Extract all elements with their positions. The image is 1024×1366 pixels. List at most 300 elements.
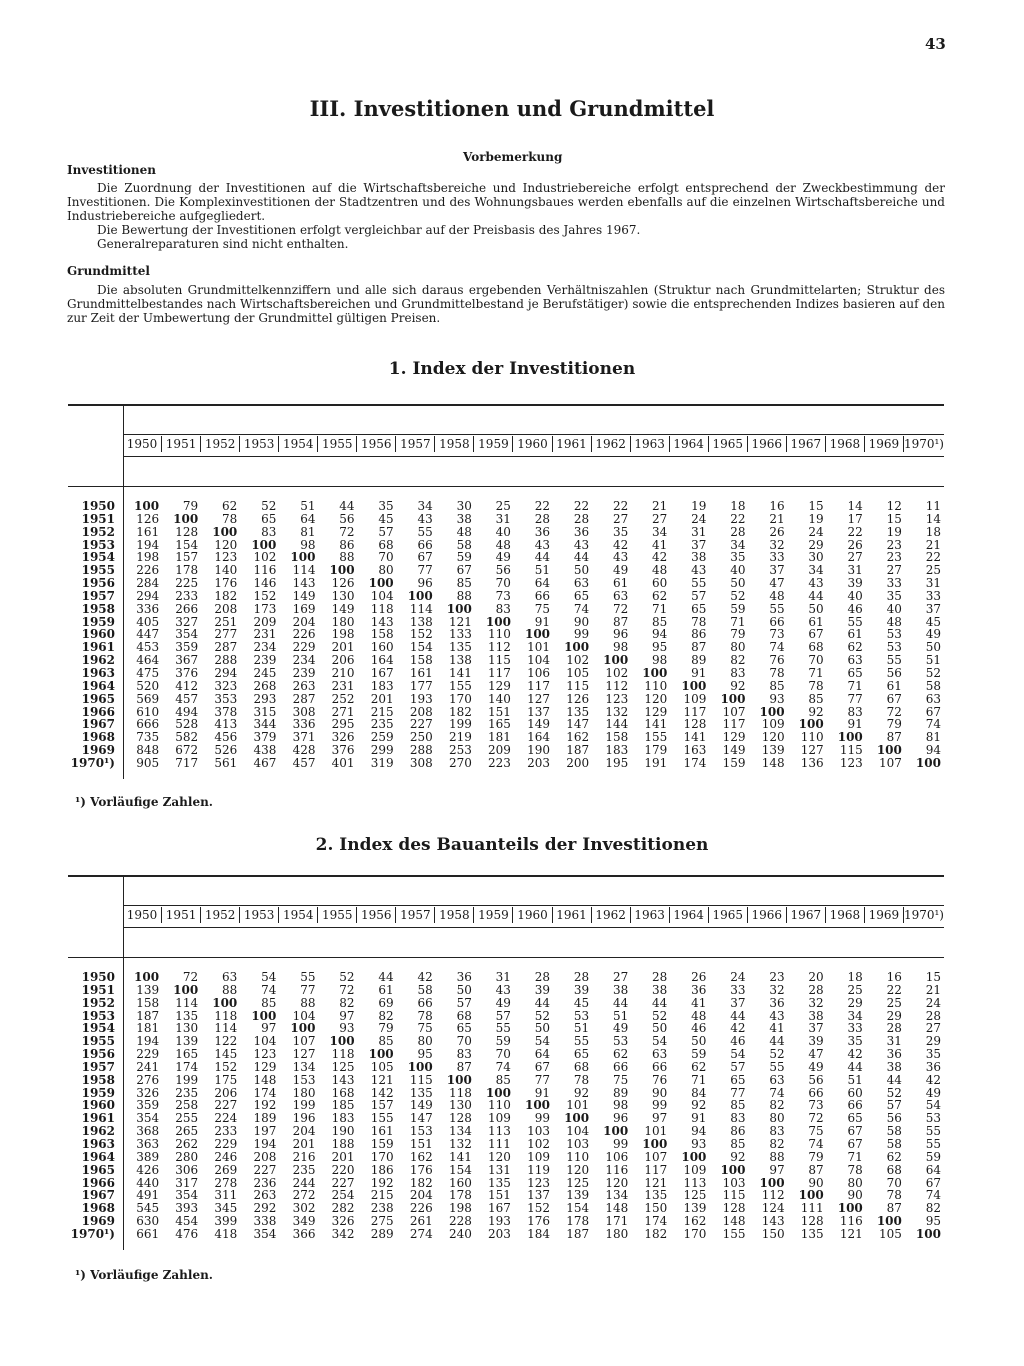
table-cell: 158 <box>409 653 433 668</box>
table-cell: 118 <box>214 1008 238 1023</box>
table-cell: 52 <box>261 499 277 513</box>
table-cell: 134 <box>448 1124 472 1139</box>
table-cell: 58 <box>417 982 433 997</box>
table-cell: 100 <box>524 1098 551 1113</box>
table-cell: 220 <box>331 1162 355 1177</box>
table-cell: 168 <box>331 1085 355 1100</box>
table-cell: 235 <box>370 717 394 732</box>
table-cell: 93 <box>769 691 785 706</box>
table-cell: 61 <box>612 576 629 591</box>
table-row <box>123 590 944 603</box>
table-cell: 178 <box>448 1188 472 1203</box>
table-cell: 103 <box>566 1136 590 1151</box>
table-cell: 378 <box>214 704 238 719</box>
table-cell: 35 <box>886 588 902 603</box>
table-cell: 28 <box>808 982 824 997</box>
table-cell: 44 <box>652 995 668 1010</box>
table-cell: 22 <box>925 550 941 565</box>
table-cell: 189 <box>253 1111 277 1126</box>
table-cell: 23 <box>886 550 902 565</box>
table-cell: 68 <box>456 1008 472 1023</box>
table-cell: 106 <box>527 665 551 680</box>
table-cell: 79 <box>182 499 199 513</box>
table-cell: 169 <box>292 601 316 616</box>
table-cell: 180 <box>605 1226 629 1241</box>
table-cell: 224 <box>214 1111 238 1126</box>
table-row <box>123 1061 944 1074</box>
table-cell: 110 <box>800 730 824 745</box>
table-cell: 30 <box>456 499 472 513</box>
table-cell: 342 <box>331 1226 355 1241</box>
table-cell: 72 <box>612 601 629 616</box>
table-cell: 141 <box>683 730 707 745</box>
table-cell: 149 <box>527 717 551 732</box>
table-cell: 149 <box>292 588 316 603</box>
table-cell: 19 <box>886 524 902 539</box>
table-cell: 171 <box>605 1214 629 1229</box>
table-cell: 100 <box>681 678 707 693</box>
table-cell: 25 <box>847 982 863 997</box>
table-cell: 121 <box>644 1175 668 1190</box>
table-cell: 234 <box>292 653 316 668</box>
table-cell: 161 <box>136 524 160 539</box>
table-cell: 52 <box>769 1047 785 1062</box>
table-cell: 193 <box>409 691 433 706</box>
table-cell: 78 <box>808 678 824 693</box>
table-cell: 116 <box>253 563 277 578</box>
table-cell: 121 <box>370 1072 394 1087</box>
table-cell: 55 <box>573 1034 590 1049</box>
table1-base-years <box>123 436 944 452</box>
table-cell: 118 <box>331 1047 355 1062</box>
table-cell: 14 <box>847 499 863 513</box>
table-cell: 102 <box>566 653 590 668</box>
table-cell: 276 <box>136 1072 160 1087</box>
row-year: 1957 <box>81 588 115 603</box>
table-cell: 201 <box>331 1149 355 1164</box>
table-cell: 198 <box>448 1201 472 1216</box>
table-cell: 250 <box>409 730 433 745</box>
table-cell: 99 <box>573 627 590 642</box>
table-cell: 457 <box>175 691 199 706</box>
table-cell: 272 <box>292 1188 316 1203</box>
table-cell: 54 <box>730 1047 746 1062</box>
table-cell: 227 <box>331 1175 355 1190</box>
table-cell: 149 <box>331 601 355 616</box>
table-cell: 454 <box>175 1214 199 1229</box>
table-cell: 92 <box>691 1098 707 1113</box>
table-cell: 64 <box>925 1162 941 1177</box>
table-cell: 354 <box>175 1188 199 1203</box>
table-cell: 152 <box>409 627 433 642</box>
table-cell: 15 <box>808 499 824 513</box>
table-row <box>123 1138 944 1151</box>
table-cell: 672 <box>175 743 199 758</box>
table-cell: 85 <box>652 614 668 629</box>
table-cell: 28 <box>573 970 590 984</box>
table-cell: 293 <box>253 691 277 706</box>
table-cell: 246 <box>214 1149 238 1164</box>
table-cell: 253 <box>448 743 472 758</box>
table1-header-bottom-rule <box>68 486 944 487</box>
base-year-header: 1955 <box>317 907 356 923</box>
table-cell: 135 <box>800 1226 824 1241</box>
table-cell: 53 <box>886 627 902 642</box>
table-cell: 97 <box>769 1162 785 1177</box>
base-year-header: 1962 <box>591 436 630 452</box>
table-cell: 336 <box>292 717 316 732</box>
table-cell: 87 <box>456 1059 472 1074</box>
table-cell: 24 <box>808 524 824 539</box>
table-cell: 38 <box>808 1008 824 1023</box>
table-cell: 56 <box>886 1111 902 1126</box>
table-cell: 39 <box>573 982 590 997</box>
table-cell: 231 <box>253 627 277 642</box>
base-year-header: 1953 <box>239 436 278 452</box>
table-cell: 100 <box>251 1008 277 1023</box>
table-cell: 526 <box>214 743 238 758</box>
table-cell: 233 <box>214 1124 238 1139</box>
table-cell: 74 <box>495 1059 511 1074</box>
table-cell: 159 <box>370 1136 394 1151</box>
table-cell: 25 <box>886 995 902 1010</box>
base-year-header: 1969 <box>864 907 903 923</box>
table-cell: 191 <box>644 755 668 770</box>
table-cell: 44 <box>378 970 394 984</box>
table-cell: 53 <box>925 1111 941 1126</box>
table-cell: 78 <box>769 665 785 680</box>
row-year: 1954 <box>81 550 115 565</box>
table-cell: 58 <box>886 1124 902 1139</box>
table-cell: 100 <box>446 1072 472 1087</box>
table-cell: 88 <box>339 550 355 565</box>
table-cell: 194 <box>136 537 160 552</box>
table-cell: 251 <box>214 614 238 629</box>
table-cell: 55 <box>769 1059 785 1074</box>
table-row <box>123 577 944 590</box>
table-cell: 204 <box>292 1124 316 1139</box>
table-cell: 630 <box>136 1214 160 1229</box>
table-cell: 367 <box>175 653 199 668</box>
table-cell: 418 <box>214 1226 238 1241</box>
table-cell: 187 <box>566 743 590 758</box>
table-cell: 140 <box>214 563 238 578</box>
table-cell: 412 <box>175 678 199 693</box>
table-cell: 271 <box>331 704 355 719</box>
table-cell: 64 <box>300 511 316 526</box>
row-year: 1969 <box>81 1214 115 1229</box>
table-cell: 36 <box>769 995 785 1010</box>
table-cell: 97 <box>261 1021 277 1036</box>
row-year: 1958 <box>81 601 115 616</box>
table-cell: 38 <box>652 982 668 997</box>
base-year-header: 1960 <box>512 907 551 923</box>
table-cell: 151 <box>409 1136 433 1151</box>
table-cell: 401 <box>331 755 355 770</box>
table-cell: 35 <box>612 524 629 539</box>
table-row <box>123 526 944 539</box>
table-cell: 170 <box>448 691 472 706</box>
table-cell: 37 <box>808 1021 824 1036</box>
table-cell: 194 <box>253 1136 277 1151</box>
table-cell: 110 <box>566 1149 590 1164</box>
table-cell: 170 <box>683 1226 707 1241</box>
table-cell: 71 <box>691 1072 707 1087</box>
table-cell: 100 <box>290 1021 316 1036</box>
table-cell: 149 <box>409 1098 433 1113</box>
table-cell: 100 <box>876 743 902 758</box>
table-cell: 117 <box>722 717 746 732</box>
table-cell: 183 <box>370 678 394 693</box>
table-cell: 72 <box>339 524 355 539</box>
base-year-header: 1956 <box>356 907 395 923</box>
table-cell: 18 <box>847 970 863 984</box>
table-cell: 54 <box>925 1098 941 1113</box>
table-cell: 52 <box>925 665 941 680</box>
table-cell: 47 <box>769 576 785 591</box>
table-cell: 21 <box>652 499 668 513</box>
table-cell: 179 <box>644 743 668 758</box>
table-cell: 70 <box>378 550 394 565</box>
table1-basisjahre-rule <box>123 434 944 435</box>
table-cell: 165 <box>175 1047 199 1062</box>
table-cell: 288 <box>409 743 433 758</box>
table-cell: 50 <box>925 640 941 655</box>
table-cell: 69 <box>378 995 394 1010</box>
table-cell: 21 <box>925 982 941 997</box>
table-cell: 38 <box>612 982 629 997</box>
table-cell: 176 <box>214 576 238 591</box>
table-cell: 73 <box>769 627 785 642</box>
table-cell: 183 <box>605 743 629 758</box>
table-cell: 34 <box>417 499 433 513</box>
table-cell: 354 <box>175 627 199 642</box>
table-cell: 93 <box>339 1021 355 1036</box>
table-cell: 92 <box>808 704 824 719</box>
table-cell: 90 <box>847 1188 863 1203</box>
table-cell: 162 <box>683 1214 707 1229</box>
table-cell: 17 <box>847 511 863 526</box>
base-year-header: 1951 <box>161 907 200 923</box>
table-cell: 236 <box>253 1175 277 1190</box>
table-cell: 201 <box>292 1136 316 1151</box>
row-year: 1970¹) <box>70 1226 115 1241</box>
table-cell: 447 <box>136 627 160 642</box>
base-year-header: 1967 <box>786 436 825 452</box>
table-cell: 67 <box>534 1059 551 1074</box>
table-cell: 349 <box>292 1214 316 1229</box>
table-cell: 28 <box>652 970 668 984</box>
table-cell: 27 <box>847 550 863 565</box>
table-cell: 100 <box>681 1149 707 1164</box>
table-cell: 176 <box>409 1162 433 1177</box>
table-cell: 51 <box>534 563 551 578</box>
table-cell: 457 <box>292 755 316 770</box>
table-cell: 27 <box>612 970 629 984</box>
table-cell: 66 <box>417 537 433 552</box>
table-cell: 16 <box>769 499 785 513</box>
base-year-header: 1959 <box>473 907 512 923</box>
table-cell: 80 <box>378 563 394 578</box>
investitionen-paragraph-1: Die Zuordnung der Investitionen auf die Wirtschaftsbereiche und Industriebereiche erfolgt entsprechend der Zweckbestimmung der Investitionen. Die Komplexinvestitionen der Stadtzentren und des Wohnungsbaues werden ebenfalls auf die einzelnen Wirtschaftsbereiche und Industriebereiche aufgegliedert. <box>67 181 945 223</box>
table-cell: 125 <box>566 1175 590 1190</box>
table-cell: 278 <box>214 1175 238 1190</box>
table-cell: 103 <box>722 1175 746 1190</box>
base-year-header: 1954 <box>278 436 317 452</box>
base-year-header: 1950 <box>126 437 158 451</box>
table-cell: 94 <box>691 1124 707 1139</box>
table-cell: 146 <box>253 576 277 591</box>
table-cell: 50 <box>573 563 590 578</box>
table-cell: 30 <box>808 550 824 565</box>
table-cell: 147 <box>409 1111 433 1126</box>
table-cell: 92 <box>730 1149 746 1164</box>
table-cell: 63 <box>847 653 863 668</box>
table-cell: 83 <box>495 601 511 616</box>
table-cell: 76 <box>769 653 785 668</box>
table-row <box>123 1215 944 1228</box>
grundmittel-heading: Grundmittel <box>67 264 150 278</box>
table-cell: 127 <box>292 1047 316 1062</box>
table-cell: 66 <box>808 1085 824 1100</box>
table-cell: 16 <box>886 970 902 984</box>
table-cell: 141 <box>448 665 472 680</box>
row-year: 1967 <box>81 1188 115 1203</box>
table-cell: 76 <box>652 1072 668 1087</box>
table-row <box>123 680 944 693</box>
table-cell: 80 <box>417 1034 433 1049</box>
table-cell: 67 <box>925 1175 941 1190</box>
table-cell: 138 <box>409 614 433 629</box>
table2-top-rule <box>68 875 944 877</box>
table-cell: 44 <box>339 499 355 513</box>
table-cell: 95 <box>417 1047 433 1062</box>
table1-top-rule <box>68 404 944 406</box>
table-cell: 55 <box>300 970 316 984</box>
table-cell: 36 <box>573 524 590 539</box>
table-cell: 157 <box>175 550 199 565</box>
table-cell: 152 <box>214 1059 238 1074</box>
table-cell: 135 <box>448 640 472 655</box>
table2-body <box>123 971 944 1241</box>
table-cell: 82 <box>925 1201 941 1216</box>
table-cell: 226 <box>292 627 316 642</box>
row-year: 1965 <box>81 1162 115 1177</box>
table-cell: 77 <box>730 1085 746 1100</box>
base-year-header: 1962 <box>591 907 630 923</box>
table-cell: 65 <box>261 511 277 526</box>
table-cell: 170 <box>370 1149 394 1164</box>
table-cell: 228 <box>448 1214 472 1229</box>
table-cell: 135 <box>409 1085 433 1100</box>
table-cell: 120 <box>566 1162 590 1177</box>
table-cell: 22 <box>612 499 629 513</box>
table-cell: 36 <box>886 1047 902 1062</box>
table-cell: 155 <box>722 1226 746 1241</box>
table-cell: 68 <box>573 1059 590 1074</box>
table-cell: 107 <box>878 755 902 770</box>
table-cell: 59 <box>495 1034 511 1049</box>
table-cell: 266 <box>175 601 199 616</box>
table-cell: 62 <box>847 640 863 655</box>
table-cell: 148 <box>761 755 785 770</box>
table-cell: 100 <box>329 1034 355 1049</box>
table-row <box>123 513 944 526</box>
table-cell: 39 <box>808 1034 824 1049</box>
table-cell: 66 <box>612 1059 629 1074</box>
table-cell: 274 <box>409 1226 433 1241</box>
table-cell: 326 <box>331 1214 355 1229</box>
table-cell: 245 <box>253 665 277 680</box>
table-cell: 183 <box>331 1111 355 1126</box>
table-cell: 153 <box>292 1072 316 1087</box>
base-year-header: 1961 <box>552 907 591 923</box>
table-cell: 74 <box>769 1085 785 1100</box>
table-cell: 83 <box>730 1111 746 1126</box>
table-cell: 117 <box>488 665 511 680</box>
row-year: 1962 <box>81 653 115 668</box>
table-cell: 610 <box>136 704 160 719</box>
table-cell: 368 <box>136 1124 160 1139</box>
table-cell: 46 <box>691 1021 707 1036</box>
table-cell: 66 <box>769 614 785 629</box>
table-cell: 109 <box>527 1149 551 1164</box>
table-cell: 154 <box>448 1162 472 1177</box>
table1-row-years <box>68 500 115 770</box>
table-cell: 203 <box>527 755 551 770</box>
table-cell: 193 <box>488 1214 511 1229</box>
table-cell: 158 <box>605 730 629 745</box>
table-cell: 192 <box>253 1098 277 1113</box>
table-cell: 100 <box>485 1085 511 1100</box>
table-cell: 101 <box>644 1124 668 1139</box>
table-cell: 39 <box>534 982 551 997</box>
table-cell: 151 <box>488 704 511 719</box>
row-year: 1956 <box>81 1047 115 1062</box>
table-cell: 123 <box>839 755 863 770</box>
table-cell: 72 <box>808 1111 824 1126</box>
table-cell: 107 <box>292 1034 316 1049</box>
table-cell: 234 <box>253 640 277 655</box>
table-cell: 126 <box>566 691 590 706</box>
base-year-header: 1970¹) <box>903 908 944 922</box>
row-year: 1959 <box>81 1085 115 1100</box>
row-year: 1963 <box>81 1136 115 1151</box>
table-cell: 143 <box>761 1214 785 1229</box>
table-cell: 128 <box>448 1111 472 1126</box>
table-cell: 96 <box>612 627 629 642</box>
base-year-header: 1952 <box>200 907 239 923</box>
table-cell: 208 <box>409 704 433 719</box>
table-cell: 120 <box>761 730 785 745</box>
base-year-header: 1968 <box>825 907 864 923</box>
table-cell: 83 <box>769 1124 785 1139</box>
base-year-header: 1961 <box>552 436 591 452</box>
table-cell: 67 <box>847 1124 863 1139</box>
table-cell: 54 <box>261 970 277 984</box>
table-cell: 43 <box>495 982 511 997</box>
table-cell: 101 <box>527 640 551 655</box>
table-cell: 45 <box>378 511 394 526</box>
table-cell: 354 <box>136 1111 160 1126</box>
table-cell: 181 <box>136 1021 160 1036</box>
table-cell: 288 <box>214 653 238 668</box>
table-cell: 413 <box>214 717 238 732</box>
table-cell: 50 <box>456 982 472 997</box>
row-year: 1970¹) <box>70 755 115 770</box>
table-cell: 128 <box>722 1201 746 1216</box>
table-cell: 110 <box>644 678 668 693</box>
